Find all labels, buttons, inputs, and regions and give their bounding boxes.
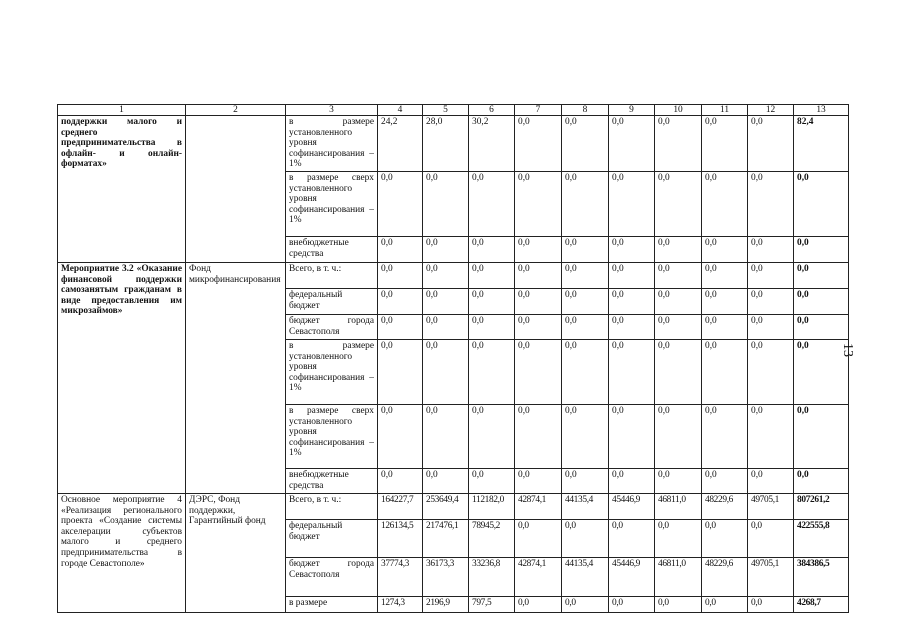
column-number-cell: 2 [186, 105, 286, 116]
value-cell: 0,0 [515, 288, 562, 314]
funding-source-cell: федеральный бюджет [286, 519, 378, 557]
value-cell: 0,0 [702, 262, 748, 288]
value-cell: 0,0 [655, 262, 702, 288]
value-cell: 0,0 [655, 171, 702, 236]
value-cell: 0,0 [655, 519, 702, 557]
value-cell: 45446,9 [609, 493, 655, 519]
event-name-cell: поддержки малого и среднего предпринимательства в офлайн- и онлайн-форматах» [58, 116, 186, 263]
value-cell: 0,0 [702, 116, 748, 172]
value-cell: 45446,9 [609, 557, 655, 596]
value-cell: 0,0 [515, 519, 562, 557]
value-cell: 0,0 [609, 288, 655, 314]
column-number-cell: 8 [562, 105, 609, 116]
value-cell: 112182,0 [469, 493, 515, 519]
total-cell: 0,0 [794, 171, 849, 236]
value-cell: 30,2 [469, 116, 515, 172]
value-cell: 0,0 [748, 339, 794, 404]
value-cell: 0,0 [702, 596, 748, 612]
value-cell: 0,0 [515, 314, 562, 339]
value-cell: 0,0 [609, 262, 655, 288]
funding-source-cell: внебюджетные средства [286, 236, 378, 262]
value-cell: 0,0 [378, 404, 423, 468]
value-cell: 0,0 [378, 339, 423, 404]
funding-source-cell: в размере установленного уровня софинансирования – 1% [286, 116, 378, 172]
value-cell: 0,0 [423, 288, 469, 314]
value-cell: 0,0 [702, 236, 748, 262]
value-cell: 0,0 [378, 262, 423, 288]
value-cell: 0,0 [423, 262, 469, 288]
value-cell: 0,0 [469, 288, 515, 314]
table-row [58, 116, 849, 172]
value-cell: 0,0 [609, 339, 655, 404]
value-cell: 0,0 [469, 404, 515, 468]
value-cell: 0,0 [423, 468, 469, 493]
event-name-cell: Основное мероприятие 4 «Реализация регионального проекта «Создание системы акселерации субъектов малого и среднего предпринимательства в городе Севастополе» [58, 493, 186, 612]
table-body [58, 105, 849, 613]
column-number-cell: 5 [423, 105, 469, 116]
value-cell: 0,0 [655, 596, 702, 612]
value-cell: 0,0 [609, 314, 655, 339]
funding-source-cell: бюджет города Севастополя [286, 314, 378, 339]
value-cell: 126134,5 [378, 519, 423, 557]
value-cell: 0,0 [748, 236, 794, 262]
value-cell: 0,0 [609, 404, 655, 468]
value-cell: 0,0 [609, 468, 655, 493]
value-cell: 0,0 [423, 314, 469, 339]
value-cell: 0,0 [515, 116, 562, 172]
value-cell: 0,0 [655, 314, 702, 339]
funding-source-cell: в размере [286, 596, 378, 612]
value-cell: 1274,3 [378, 596, 423, 612]
column-number-cell: 3 [286, 105, 378, 116]
funding-source-cell: в размере сверх установленного уровня софинансирования – 1% [286, 404, 378, 468]
page-number: 13 [840, 343, 855, 357]
funding-source-cell: Всего, в т. ч.: [286, 493, 378, 519]
value-cell: 42874,1 [515, 557, 562, 596]
value-cell: 164227,7 [378, 493, 423, 519]
event-name-cell: Мероприятие 3.2 «Оказание финансовой поддержки самозанятым гражданам в виде предоставления им микрозаймов» [58, 262, 186, 493]
executor-cell [186, 116, 286, 263]
total-cell: 0,0 [794, 288, 849, 314]
value-cell: 0,0 [469, 171, 515, 236]
executor-cell: Фонд микрофинансирования [186, 262, 286, 493]
total-cell: 0,0 [794, 314, 849, 339]
value-cell: 48229,6 [702, 493, 748, 519]
value-cell: 0,0 [562, 596, 609, 612]
value-cell: 0,0 [515, 596, 562, 612]
column-number-cell: 12 [748, 105, 794, 116]
value-cell: 0,0 [515, 468, 562, 493]
value-cell: 44135,4 [562, 557, 609, 596]
value-cell: 217476,1 [423, 519, 469, 557]
total-cell: 0,0 [794, 339, 849, 404]
value-cell: 42874,1 [515, 493, 562, 519]
value-cell: 0,0 [378, 468, 423, 493]
value-cell: 0,0 [423, 236, 469, 262]
executor-cell: ДЭРС, Фонд поддержки, Гарантийный фонд [186, 493, 286, 612]
value-cell: 33236,8 [469, 557, 515, 596]
column-number-cell: 9 [609, 105, 655, 116]
funding-source-cell: бюджет города Севастополя [286, 557, 378, 596]
value-cell: 0,0 [702, 314, 748, 339]
total-cell: 82,4 [794, 116, 849, 172]
value-cell: 0,0 [655, 236, 702, 262]
value-cell: 0,0 [378, 236, 423, 262]
value-cell: 48229,6 [702, 557, 748, 596]
funding-source-cell: в размере установленного уровня софинансирования – 1% [286, 339, 378, 404]
value-cell: 0,0 [515, 171, 562, 236]
value-cell: 0,0 [655, 288, 702, 314]
value-cell: 0,0 [423, 339, 469, 404]
value-cell: 0,0 [562, 236, 609, 262]
value-cell: 0,0 [515, 262, 562, 288]
value-cell: 0,0 [609, 116, 655, 172]
value-cell: 0,0 [702, 519, 748, 557]
funding-source-cell: Всего, в т. ч.: [286, 262, 378, 288]
value-cell: 253649,4 [423, 493, 469, 519]
value-cell: 0,0 [702, 339, 748, 404]
total-cell: 0,0 [794, 404, 849, 468]
value-cell: 0,0 [702, 468, 748, 493]
value-cell: 0,0 [562, 468, 609, 493]
value-cell: 0,0 [748, 171, 794, 236]
value-cell: 0,0 [748, 116, 794, 172]
value-cell: 0,0 [423, 171, 469, 236]
value-cell: 0,0 [655, 339, 702, 404]
value-cell: 0,0 [748, 314, 794, 339]
value-cell: 0,0 [515, 339, 562, 404]
total-cell: 807261,2 [794, 493, 849, 519]
value-cell: 0,0 [562, 288, 609, 314]
value-cell: 44135,4 [562, 493, 609, 519]
value-cell: 0,0 [702, 171, 748, 236]
value-cell: 0,0 [748, 288, 794, 314]
value-cell: 0,0 [655, 116, 702, 172]
value-cell: 0,0 [702, 404, 748, 468]
funding-source-cell: федеральный бюджет [286, 288, 378, 314]
funding-source-cell: в размере сверх установленного уровня софинансирования – 1% [286, 171, 378, 236]
column-number-cell: 7 [515, 105, 562, 116]
value-cell: 0,0 [423, 404, 469, 468]
value-cell: 49705,1 [748, 493, 794, 519]
funding-source-cell: внебюджетные средства [286, 468, 378, 493]
value-cell: 0,0 [562, 116, 609, 172]
value-cell: 0,0 [748, 468, 794, 493]
value-cell: 0,0 [469, 236, 515, 262]
column-number-cell: 10 [655, 105, 702, 116]
value-cell: 0,0 [469, 339, 515, 404]
table-row [58, 262, 849, 288]
value-cell: 0,0 [515, 404, 562, 468]
value-cell: 37774,3 [378, 557, 423, 596]
value-cell: 0,0 [515, 236, 562, 262]
financing-table [57, 104, 849, 613]
column-number-cell: 13 [794, 105, 849, 116]
total-cell: 384386,5 [794, 557, 849, 596]
value-cell: 0,0 [748, 519, 794, 557]
value-cell: 0,0 [702, 288, 748, 314]
value-cell: 0,0 [748, 404, 794, 468]
value-cell: 2196,9 [423, 596, 469, 612]
value-cell: 0,0 [378, 288, 423, 314]
total-cell: 422555,8 [794, 519, 849, 557]
column-number-cell: 4 [378, 105, 423, 116]
value-cell: 46811,0 [655, 493, 702, 519]
value-cell: 49705,1 [748, 557, 794, 596]
value-cell: 0,0 [609, 236, 655, 262]
total-cell: 0,0 [794, 262, 849, 288]
value-cell: 0,0 [378, 314, 423, 339]
value-cell: 0,0 [562, 404, 609, 468]
value-cell: 0,0 [562, 262, 609, 288]
value-cell: 0,0 [748, 262, 794, 288]
value-cell: 0,0 [562, 314, 609, 339]
total-cell: 0,0 [794, 236, 849, 262]
column-number-cell: 6 [469, 105, 515, 116]
column-number-row [58, 105, 849, 116]
value-cell: 0,0 [469, 262, 515, 288]
value-cell: 28,0 [423, 116, 469, 172]
value-cell: 46811,0 [655, 557, 702, 596]
value-cell: 0,0 [469, 468, 515, 493]
total-cell: 4268,7 [794, 596, 849, 612]
value-cell: 797,5 [469, 596, 515, 612]
value-cell: 24,2 [378, 116, 423, 172]
value-cell: 0,0 [378, 171, 423, 236]
value-cell: 0,0 [562, 339, 609, 404]
value-cell: 0,0 [562, 171, 609, 236]
total-cell: 0,0 [794, 468, 849, 493]
column-number-cell: 11 [702, 105, 748, 116]
value-cell: 0,0 [609, 519, 655, 557]
value-cell: 0,0 [655, 404, 702, 468]
value-cell: 36173,3 [423, 557, 469, 596]
value-cell: 0,0 [469, 314, 515, 339]
value-cell: 0,0 [655, 468, 702, 493]
value-cell: 0,0 [748, 596, 794, 612]
value-cell: 0,0 [609, 171, 655, 236]
value-cell: 0,0 [609, 596, 655, 612]
value-cell: 78945,2 [469, 519, 515, 557]
column-number-cell: 1 [58, 105, 186, 116]
value-cell: 0,0 [562, 519, 609, 557]
table-row [58, 493, 849, 519]
